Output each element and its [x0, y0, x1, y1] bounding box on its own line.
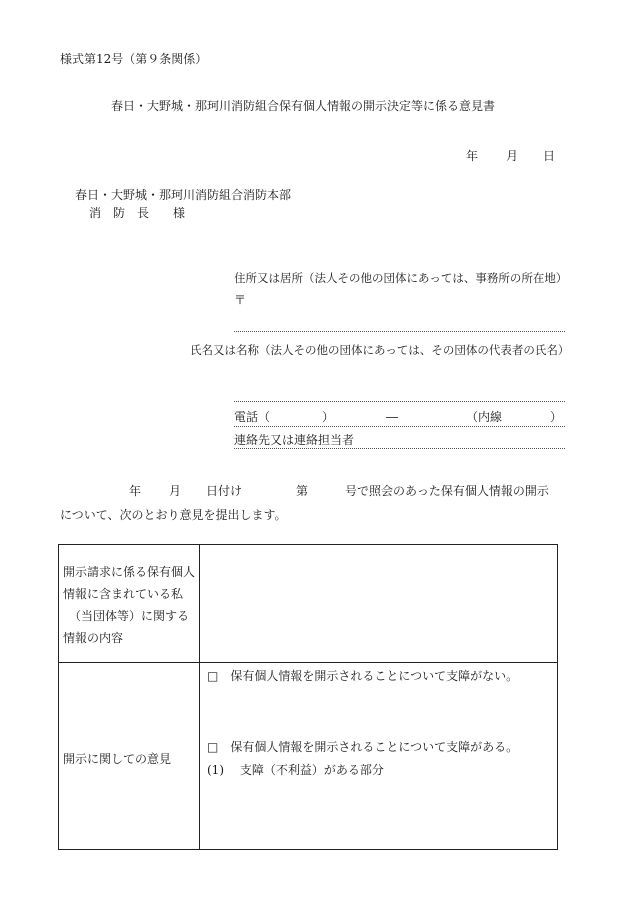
- body-line1-end: 号で照会のあった保有個人情報の開示: [345, 484, 549, 498]
- date-year: 年: [466, 149, 479, 163]
- body-year: 年: [129, 484, 142, 498]
- phone-label: 電話（: [234, 410, 271, 424]
- phone-close: ）: [322, 410, 335, 424]
- row1-label: [63, 561, 195, 649]
- form-number: 様式第12号（第９条関係）: [60, 52, 208, 66]
- date-day: 日: [543, 149, 556, 163]
- phone-dash: ―: [386, 410, 398, 424]
- body-number-prefix: 第: [296, 484, 309, 498]
- name-field[interactable]: [234, 401, 565, 402]
- address-label: 住所又は居所（法人その他の団体にあっては、事務所の所在地）: [234, 271, 568, 285]
- row1-content-area[interactable]: [200, 545, 557, 662]
- addressee-title: 消 防 長 様: [89, 206, 186, 220]
- contact-field[interactable]: [234, 448, 565, 449]
- body-month: 月: [169, 484, 182, 498]
- row1-label-line: （当団体等）に関する: [69, 609, 190, 623]
- document-title: 春日・大野城・那珂川消防組合保有個人情報の開示決定等に係る意見書: [111, 99, 496, 113]
- opinion-table: [58, 544, 558, 850]
- obstacle-part-label: (1) 支障（不利益）がある部分: [207, 763, 384, 777]
- body-line2: について、次のとおり意見を提出します。: [60, 508, 287, 522]
- contact-label: 連絡先又は連絡担当者: [234, 433, 355, 447]
- addressee-org: 春日・大野城・那珂川消防組合消防本部: [75, 188, 292, 202]
- row1-label-line: 情報に含まれている私: [63, 587, 184, 601]
- date-month: 月: [506, 149, 519, 163]
- extension-open: （内線: [466, 410, 503, 424]
- row2-label: 開示に関しての意見: [63, 752, 172, 766]
- body-day-dated: 日付け: [206, 484, 243, 498]
- option-has-obstacle[interactable]: □ 保有個人情報を開示されることについて支障がある。: [207, 740, 519, 754]
- option-no-obstacle[interactable]: □ 保有個人情報を開示されることについて支障がない。: [207, 669, 519, 683]
- postal-mark: 〒: [234, 293, 247, 307]
- address-field[interactable]: [234, 331, 565, 332]
- table-row-divider: [59, 662, 557, 663]
- row1-label-line: 情報の内容: [63, 631, 124, 645]
- extension-close: ）: [550, 410, 563, 424]
- row1-label-line: 開示請求に係る保有個人: [63, 565, 196, 579]
- name-label: 氏名又は名称（法人その他の団体にあっては、その団体の代表者の氏名）: [190, 343, 570, 357]
- phone-field[interactable]: [234, 426, 565, 427]
